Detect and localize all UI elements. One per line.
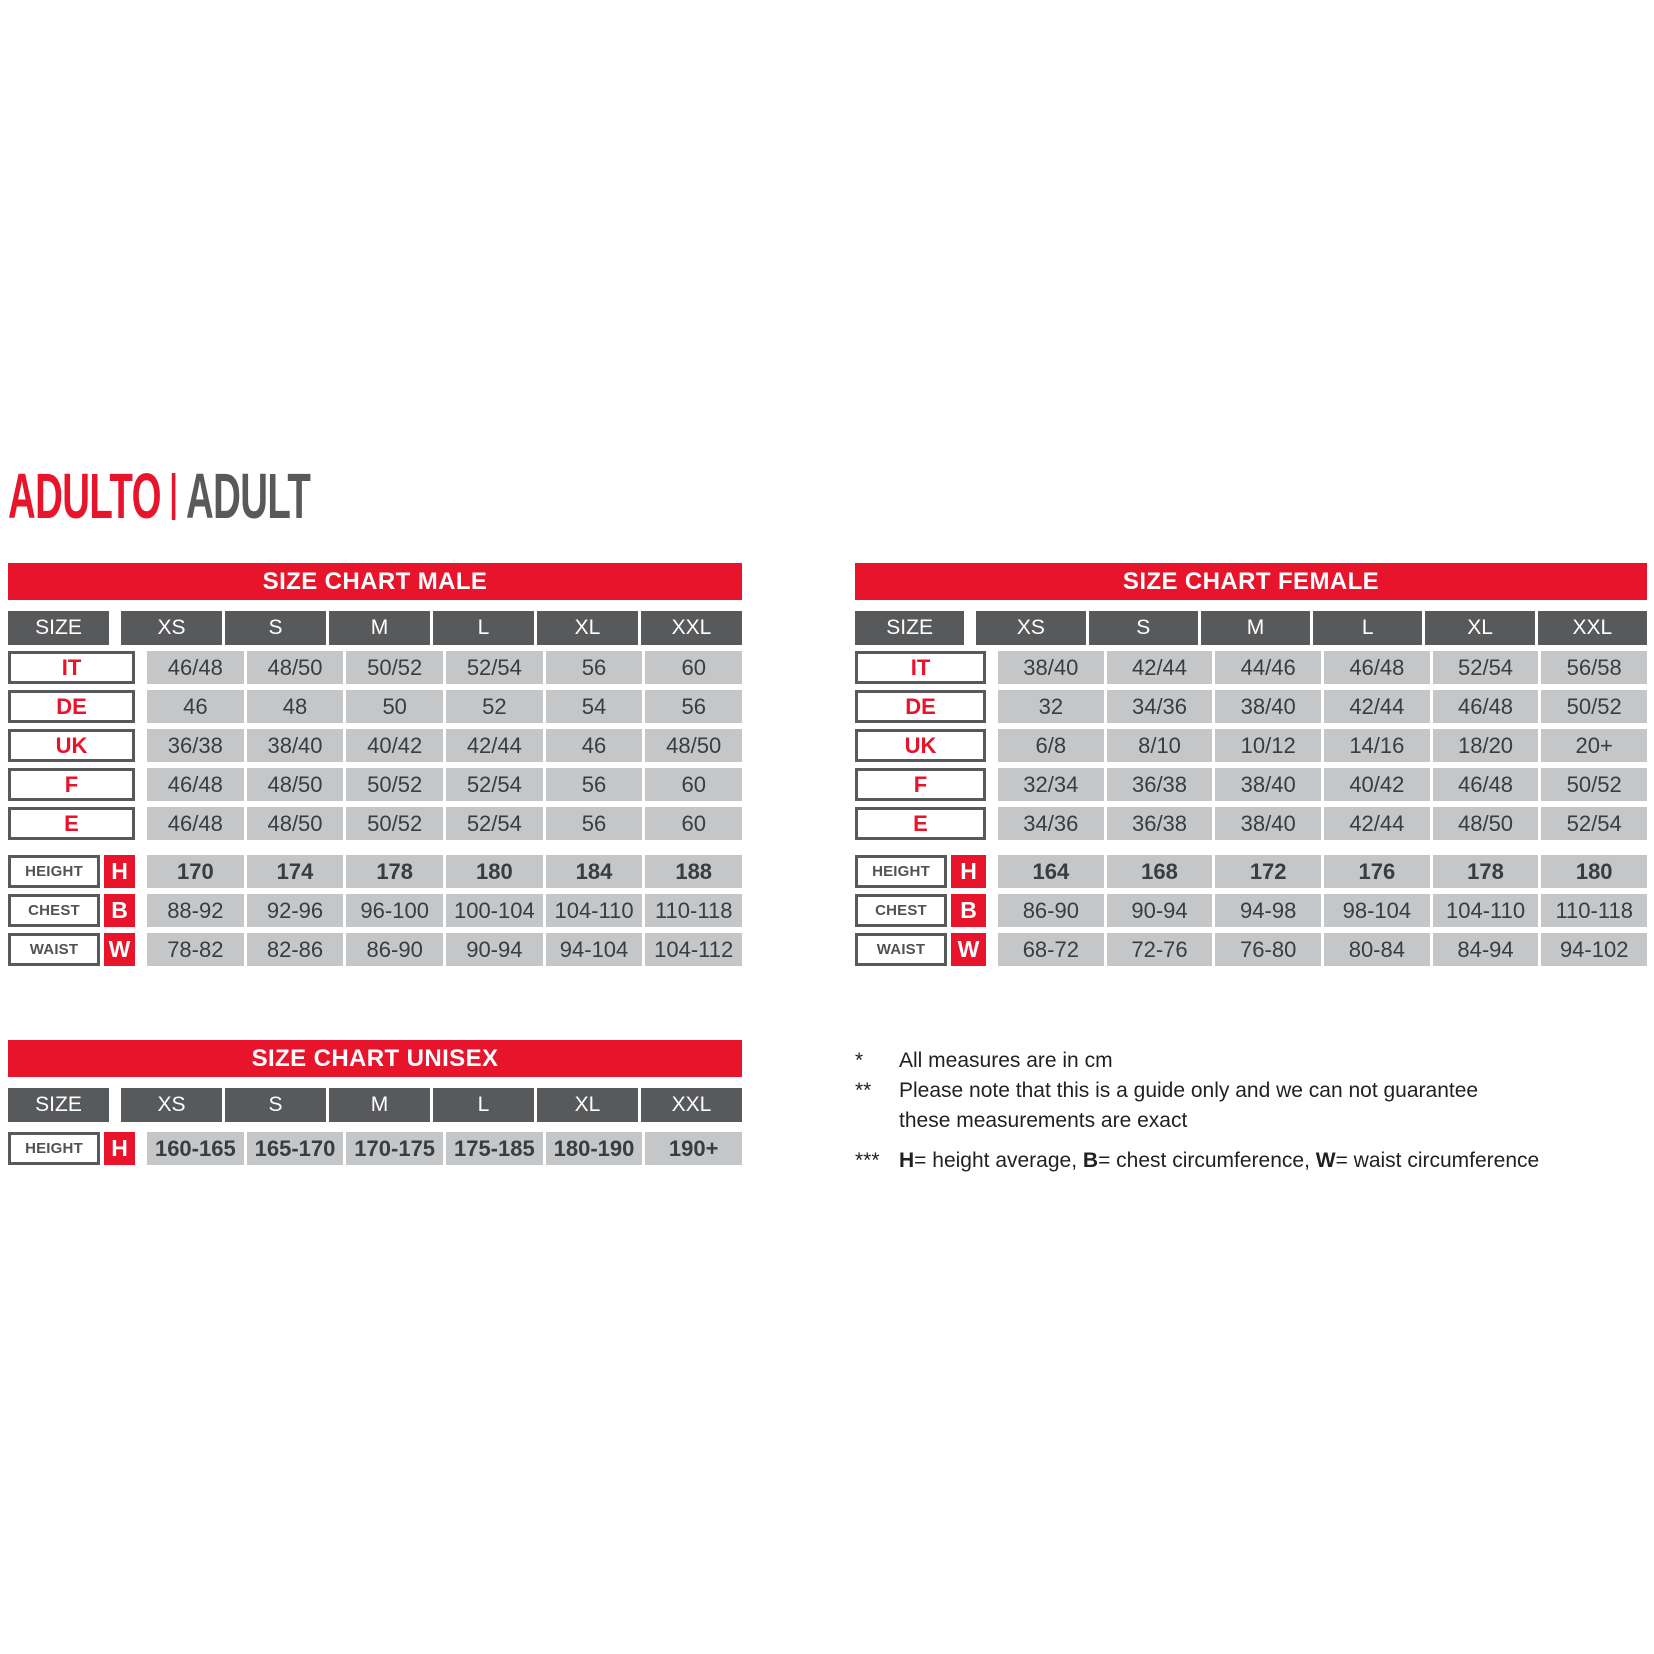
size-cell: 46 (546, 729, 643, 762)
column-header: SIZE (855, 611, 964, 645)
size-cell: 42/44 (1324, 690, 1430, 723)
measure-cell: 178 (346, 855, 443, 888)
footnote-letter-h: H (899, 1149, 915, 1172)
measure-letter-badge: W (951, 933, 986, 966)
measure-cell: 184 (546, 855, 643, 888)
measure-cell: 188 (645, 855, 742, 888)
size-cell: 38/40 (1215, 807, 1321, 840)
size-cell: 52/54 (1433, 651, 1539, 684)
size-cell: 52 (446, 690, 543, 723)
footnote-text: Please note that this is a guide only and we can not guarantee these measurements are exact (899, 1079, 1479, 1132)
measure-cell: 174 (247, 855, 344, 888)
column-header: S (225, 611, 326, 645)
footnote-letter-b: B (1082, 1149, 1099, 1172)
measure-row-label: CHEST (8, 894, 100, 927)
size-cell: 40/42 (1324, 768, 1430, 801)
size-row (8, 651, 742, 684)
measure-row (8, 1132, 742, 1165)
measure-cell: 160-165 (147, 1132, 244, 1165)
measure-row-header (8, 1132, 135, 1165)
column-header: XS (121, 1088, 222, 1122)
footnote-text-segment: = height average, (914, 1149, 1083, 1172)
size-cell: 50/52 (346, 768, 443, 801)
table-title: SIZE CHART FEMALE (855, 563, 1647, 600)
measure-cell: 190+ (645, 1132, 742, 1165)
measure-row (855, 894, 1647, 927)
measure-cell: 90-94 (1107, 894, 1213, 927)
size-cell: 42/44 (446, 729, 543, 762)
size-row-label: UK (855, 729, 986, 762)
measure-row-label: HEIGHT (8, 855, 100, 888)
column-header: XL (537, 1088, 638, 1122)
size-cell: 36/38 (1107, 768, 1213, 801)
measure-cell: 165-170 (247, 1132, 344, 1165)
measure-row-header (855, 933, 986, 966)
size-row (855, 807, 1647, 840)
size-cell: 60 (645, 768, 742, 801)
footnote (855, 1076, 1654, 1136)
size-row-label: IT (855, 651, 986, 684)
size-cell: 10/12 (1215, 729, 1321, 762)
measure-cell: 94-104 (546, 933, 643, 966)
measure-cell: 88-92 (147, 894, 244, 927)
footnote-marker: ** (855, 1079, 872, 1102)
measure-letter-badge: B (951, 894, 986, 927)
size-cell: 42/44 (1324, 807, 1430, 840)
footnote-marker: *** (855, 1149, 880, 1172)
measure-cell: 86-90 (998, 894, 1104, 927)
size-cell: 48/50 (247, 768, 344, 801)
measure-cell: 176 (1324, 855, 1430, 888)
header-row (8, 611, 742, 645)
column-header: M (329, 1088, 430, 1122)
measure-cell: 180 (1541, 855, 1647, 888)
measure-cell: 82-86 (247, 933, 344, 966)
measure-row-label: CHEST (855, 894, 947, 927)
measure-cell: 104-110 (1433, 894, 1539, 927)
size-cell: 54 (546, 690, 643, 723)
size-cell: 52/54 (1541, 807, 1647, 840)
measure-row-label: WAIST (8, 933, 100, 966)
size-cell: 44/46 (1215, 651, 1321, 684)
size-cell: 52/54 (446, 651, 543, 684)
measure-row-label: HEIGHT (855, 855, 947, 888)
size-cell: 46/48 (147, 807, 244, 840)
measure-row-header (855, 855, 986, 888)
size-row (8, 807, 742, 840)
size-cell: 32 (998, 690, 1104, 723)
measure-letter-badge: W (104, 933, 135, 966)
size-cell: 38/40 (998, 651, 1104, 684)
size-cell: 40/42 (346, 729, 443, 762)
size-cell: 60 (645, 807, 742, 840)
size-chart-female-table (855, 563, 1647, 972)
size-row-label: E (8, 807, 135, 840)
size-cell: 46/48 (1433, 690, 1539, 723)
size-cell: 56/58 (1541, 651, 1647, 684)
size-row-label: F (855, 768, 986, 801)
footnote (855, 1146, 1654, 1176)
table-title: SIZE CHART MALE (8, 563, 742, 600)
size-row-label: UK (8, 729, 135, 762)
size-cell: 46/48 (1433, 768, 1539, 801)
size-row (8, 729, 742, 762)
measure-row-header (8, 855, 135, 888)
measure-row-header (8, 894, 135, 927)
column-header: XS (976, 611, 1085, 645)
size-cell: 46/48 (147, 768, 244, 801)
size-cell: 56 (645, 690, 742, 723)
size-cell: 34/36 (998, 807, 1104, 840)
measure-row (855, 933, 1647, 966)
size-cell: 56 (546, 651, 643, 684)
size-row (855, 651, 1647, 684)
size-cell: 32/34 (998, 768, 1104, 801)
measure-cell: 104-112 (645, 933, 742, 966)
column-header: M (1201, 611, 1310, 645)
size-cell: 56 (546, 768, 643, 801)
size-cell: 38/40 (1215, 768, 1321, 801)
measure-cell: 168 (1107, 855, 1213, 888)
measure-row (8, 894, 742, 927)
footnote (855, 1046, 1654, 1076)
size-cell: 14/16 (1324, 729, 1430, 762)
header-row (8, 1088, 742, 1122)
size-chart-unisex-table (8, 1040, 742, 1171)
size-cell: 48/50 (247, 807, 344, 840)
size-cell: 50/52 (346, 651, 443, 684)
measure-cell: 92-96 (247, 894, 344, 927)
measure-cell: 94-102 (1541, 933, 1647, 966)
size-cell: 56 (546, 807, 643, 840)
measure-cell: 180 (446, 855, 543, 888)
column-header: L (433, 1088, 534, 1122)
page-title-separator (172, 473, 176, 520)
measure-row-header (855, 894, 986, 927)
footnote-text-segment: = chest circumference, (1098, 1149, 1316, 1172)
size-cell: 20+ (1541, 729, 1647, 762)
column-header: M (329, 611, 430, 645)
header-row (855, 611, 1647, 645)
measure-cell: 110-118 (645, 894, 742, 927)
size-cell: 50/52 (1541, 690, 1647, 723)
column-header: XXL (641, 1088, 742, 1122)
column-header: XXL (641, 611, 742, 645)
size-cell: 48/50 (645, 729, 742, 762)
measure-letter-badge: B (104, 894, 135, 927)
measure-letter-badge: H (951, 855, 986, 888)
measure-row (8, 855, 742, 888)
size-row (855, 690, 1647, 723)
column-header: XXL (1538, 611, 1647, 645)
size-cell: 52/54 (446, 768, 543, 801)
measure-letter-badge: H (104, 1132, 135, 1165)
column-header: S (225, 1088, 326, 1122)
size-row-label: IT (8, 651, 135, 684)
measure-row-label: WAIST (855, 933, 947, 966)
measure-letter-badge: H (104, 855, 135, 888)
measure-cell: 180-190 (546, 1132, 643, 1165)
size-cell: 38/40 (1215, 690, 1321, 723)
size-cell: 48/50 (247, 651, 344, 684)
size-row-label: E (855, 807, 986, 840)
footnotes (855, 1046, 1654, 1176)
column-header: L (433, 611, 534, 645)
size-cell: 46/48 (147, 651, 244, 684)
measure-cell: 164 (998, 855, 1104, 888)
column-header: SIZE (8, 1088, 109, 1122)
measure-cell: 178 (1433, 855, 1539, 888)
size-cell: 18/20 (1433, 729, 1539, 762)
measure-row-label: HEIGHT (8, 1132, 100, 1165)
size-cell: 46/48 (1324, 651, 1430, 684)
size-cell: 50/52 (346, 807, 443, 840)
column-header: XL (537, 611, 638, 645)
column-header: XL (1425, 611, 1534, 645)
measure-row (855, 855, 1647, 888)
measure-cell: 170 (147, 855, 244, 888)
measure-cell: 78-82 (147, 933, 244, 966)
measure-cell: 96-100 (346, 894, 443, 927)
measure-cell: 100-104 (446, 894, 543, 927)
size-row (8, 690, 742, 723)
size-cell: 36/38 (1107, 807, 1213, 840)
table-title: SIZE CHART UNISEX (8, 1040, 742, 1077)
measure-cell: 76-80 (1215, 933, 1321, 966)
size-cell: 38/40 (247, 729, 344, 762)
measure-row-header (8, 933, 135, 966)
measure-cell: 170-175 (346, 1132, 443, 1165)
column-header: S (1089, 611, 1198, 645)
size-cell: 52/54 (446, 807, 543, 840)
measure-cell: 90-94 (446, 933, 543, 966)
measure-cell: 72-76 (1107, 933, 1213, 966)
column-header: SIZE (8, 611, 109, 645)
size-cell: 8/10 (1107, 729, 1213, 762)
footnote-letter-w: W (1315, 1149, 1336, 1172)
measure-row (8, 933, 742, 966)
measure-cell: 172 (1215, 855, 1321, 888)
size-row-label: DE (855, 690, 986, 723)
size-cell: 34/36 (1107, 690, 1213, 723)
size-row (8, 768, 742, 801)
measure-cell: 86-90 (346, 933, 443, 966)
footnote-text-segment: = waist circumference (1335, 1149, 1540, 1172)
size-cell: 36/38 (147, 729, 244, 762)
page-title (8, 460, 311, 532)
page-title-secondary: ADULT (186, 460, 311, 532)
size-row (855, 768, 1647, 801)
measure-cell: 175-185 (446, 1132, 543, 1165)
measure-cell: 84-94 (1433, 933, 1539, 966)
measure-cell: 80-84 (1324, 933, 1430, 966)
size-cell: 50/52 (1541, 768, 1647, 801)
size-row-label: DE (8, 690, 135, 723)
measure-cell: 68-72 (998, 933, 1104, 966)
measure-cell: 94-98 (1215, 894, 1321, 927)
footnote-text: All measures are in cm (899, 1049, 1113, 1072)
size-cell: 6/8 (998, 729, 1104, 762)
size-cell: 60 (645, 651, 742, 684)
measure-cell: 110-118 (1541, 894, 1647, 927)
footnote-marker: * (855, 1049, 864, 1072)
size-chart-male-table (8, 563, 742, 972)
column-header: XS (121, 611, 222, 645)
size-row (855, 729, 1647, 762)
footnote-text (899, 1146, 1539, 1176)
size-cell: 46 (147, 690, 244, 723)
column-header: L (1313, 611, 1422, 645)
page-title-primary: ADULTO (8, 460, 161, 532)
size-cell: 50 (346, 690, 443, 723)
size-cell: 48/50 (1433, 807, 1539, 840)
size-row-label: F (8, 768, 135, 801)
size-cell: 42/44 (1107, 651, 1213, 684)
measure-cell: 104-110 (546, 894, 643, 927)
size-cell: 48 (247, 690, 344, 723)
measure-cell: 98-104 (1324, 894, 1430, 927)
